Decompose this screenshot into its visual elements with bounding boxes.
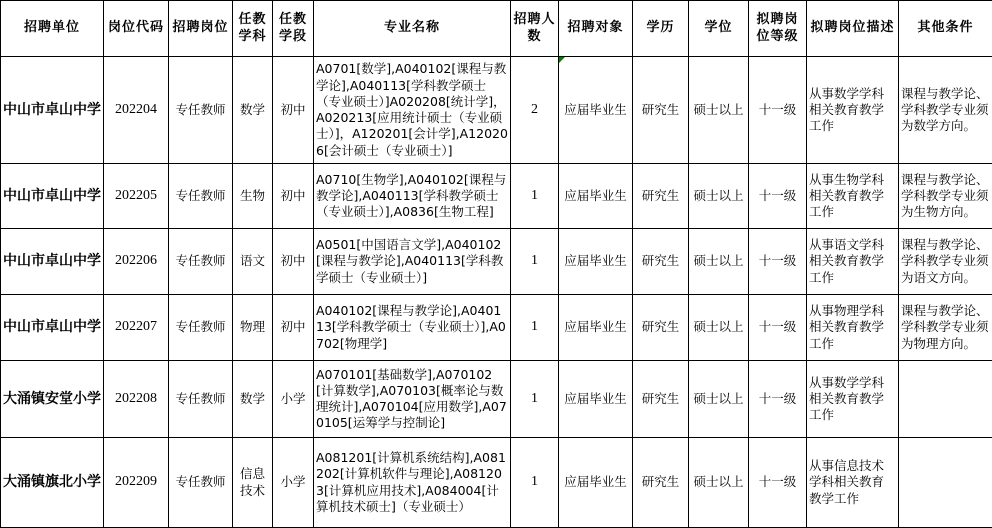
cell-target [559,164,633,229]
cell-text: 硕士以上 [693,474,744,490]
cell-degree [689,164,749,229]
cell-text: 中山市卓山中学 [3,253,101,270]
column-header-subject [233,1,273,57]
cell-other [899,295,992,361]
column-header-major [314,1,511,57]
cell-count [511,57,559,164]
header-label: 招聘岗位 [172,20,229,36]
cell-text: 2 [531,101,538,117]
header-label: 拟聘岗位等级 [756,11,799,44]
cell-post [169,361,233,438]
cell-text: 从事数学学科相关教育教学工作 [809,85,885,134]
cell-grade [749,295,807,361]
cell-text: 202206 [115,253,157,269]
cell-other [899,229,992,295]
cell-text: 从事信息技术学科相关教育教学工作 [809,458,885,506]
cell-text: 202204 [115,101,157,117]
cell-other [899,361,992,438]
cell-text: 研究生 [641,253,680,269]
header-label: 学位 [704,20,733,36]
cell-text: 课程与教学论、学科教学专业须为物理方向。 [901,303,989,351]
cell-text: 应届毕业生 [564,253,627,269]
cell-text: 1 [531,187,538,203]
cell-text: 专任教师 [175,474,226,490]
cell-text: 从事数学学科相关教育教学工作 [809,374,885,423]
cell-text: 专任教师 [175,187,226,203]
cell-text: 202205 [115,187,157,203]
cell-grade [749,164,807,229]
cell-grade [749,361,807,438]
cell-text: A0710[生物学],A040102[课程与教学论],A040113[学科教学硕士（专业硕士）],A0836[生物工程] [316,171,507,220]
column-header-level [273,1,314,57]
cell-text: 1 [531,319,538,335]
header-label: 任教学段 [278,11,307,44]
cell-text: 专任教师 [175,101,226,117]
cell-text: 生物 [239,187,265,203]
table-header [1,1,992,57]
cell-duty [807,361,899,438]
cell-major [314,361,511,438]
cell-text: 从事语文学科相关教育教学工作 [809,237,885,285]
cell-grade [749,229,807,295]
cell-target [559,361,633,438]
cell-target [559,229,633,295]
cell-text: 专任教师 [175,253,226,269]
table-row [1,361,992,438]
header-label: 招聘单位 [23,20,80,36]
cell-text: A0701[数学],A040102[课程与教学论],A040113[学科教学硕士（专业硕士）]A020208[统计学]，A020213[应用统计硕士（专业硕士）]，A120201[会计学],A120206[会计硕士（专业硕士）] [316,61,508,158]
cell-code [104,164,169,229]
column-header-code [104,1,169,57]
header-label: 岗位代码 [107,20,164,36]
cell-text: 十一级 [758,187,797,203]
cell-major [314,57,511,164]
cell-count [511,229,559,295]
cell-text: 十一级 [758,474,797,490]
cell-duty [807,57,899,164]
cell-text: 硕士以上 [693,390,744,406]
cell-degree [689,57,749,164]
cell-text: 应届毕业生 [564,474,627,490]
cell-level [273,229,314,295]
cell-text: 课程与教学论、学科教学专业须为数学方向。 [901,85,989,134]
column-header-target [559,1,633,57]
cell-education [633,164,689,229]
cell-text: 研究生 [641,474,680,490]
table-row [1,438,992,528]
cell-text: 应届毕业生 [564,101,627,117]
cell-subject [233,229,273,295]
cell-level [273,438,314,528]
cell-education [633,361,689,438]
cell-text: 中山市卓山中学 [3,319,101,336]
cell-count [511,438,559,528]
cell-degree [689,229,749,295]
cell-other [899,164,992,229]
cell-duty [807,438,899,528]
cell-text: 数学 [239,390,265,406]
cell-text: 研究生 [641,319,680,335]
cell-target [559,438,633,528]
column-header-degree [689,1,749,57]
table-row [1,229,992,295]
cell-text: A081201[计算机系统结构],A081202[计算机软件与理论],A081203[计算机应用技术],A084004[计算机技术硕士]（专业硕士） [316,450,506,514]
cell-subject [233,57,273,164]
cell-target [559,295,633,361]
cell-text: 202209 [115,474,157,490]
header-label: 任教学科 [238,11,267,44]
header-label: 专业名称 [383,20,440,36]
cell-text: 专任教师 [175,390,226,406]
cell-code [104,57,169,164]
cell-text: 小学 [280,390,306,406]
cell-text: 语文 [239,253,265,269]
cell-unit [1,361,104,438]
cell-post [169,438,233,528]
cell-text: 信息技术 [239,466,265,498]
cell-text: 中山市卓山中学 [3,187,101,204]
cell-major [314,438,511,528]
cell-education [633,229,689,295]
cell-post [169,229,233,295]
cell-text: 1 [531,474,538,490]
cell-note-indicator-icon [559,57,565,63]
cell-code [104,295,169,361]
cell-text: 202208 [115,390,157,406]
cell-degree [689,361,749,438]
cell-text: 应届毕业生 [564,319,627,335]
cell-code [104,229,169,295]
table-row [1,164,992,229]
header-row [1,1,992,57]
column-header-grade [749,1,807,57]
cell-code [104,438,169,528]
cell-text: A0501[中国语言文学],A040102[课程与教学论],A040113[学科教学硕士（专业硕士）] [316,237,504,285]
cell-level [273,57,314,164]
cell-text: 1 [531,390,538,406]
cell-duty [807,295,899,361]
cell-text: 十一级 [758,319,797,335]
cell-text: 中山市卓山中学 [3,101,101,118]
cell-text: 十一级 [758,253,797,269]
cell-text: 物理 [239,319,265,335]
cell-count [511,361,559,438]
cell-text: 硕士以上 [693,319,744,335]
cell-text: 专任教师 [175,319,226,335]
cell-text: 大涌镇旗北小学 [3,474,101,491]
cell-degree [689,295,749,361]
cell-subject [233,438,273,528]
cell-education [633,57,689,164]
cell-text: 课程与教学论、学科教学专业须为语文方向。 [901,237,989,285]
cell-unit [1,164,104,229]
cell-text: A040102[课程与教学论],A040113[学科教学硕士（专业硕士）],A0702[物理学] [316,303,506,351]
cell-level [273,164,314,229]
cell-text: 硕士以上 [693,187,744,203]
cell-other [899,438,992,528]
cell-text: 应届毕业生 [564,187,627,203]
cell-text: 1 [531,253,538,269]
cell-subject [233,295,273,361]
cell-unit [1,295,104,361]
header-label: 招聘对象 [567,20,624,36]
cell-text: 应届毕业生 [564,390,627,406]
cell-grade [749,57,807,164]
cell-duty [807,229,899,295]
table-row [1,295,992,361]
cell-post [169,164,233,229]
cell-major [314,295,511,361]
cell-level [273,295,314,361]
column-header-education [633,1,689,57]
cell-text: 研究生 [641,390,680,406]
cell-subject [233,361,273,438]
column-header-unit [1,1,104,57]
cell-post [169,295,233,361]
column-header-duty [807,1,899,57]
cell-text: 从事物理学科相关教育教学工作 [809,303,885,351]
cell-major [314,229,511,295]
cell-text: 小学 [280,474,306,490]
cell-major [314,164,511,229]
cell-text: 初中 [280,187,306,203]
cell-unit [1,438,104,528]
cell-level [273,361,314,438]
cell-text: 十一级 [758,390,797,406]
cell-other [899,57,992,164]
cell-target [559,57,633,164]
cell-text: 初中 [280,253,306,269]
cell-degree [689,438,749,528]
cell-text: 202207 [115,319,157,335]
header-label: 招聘人数 [513,11,556,44]
cell-text: 研究生 [641,101,680,117]
cell-text: 研究生 [641,187,680,203]
cell-grade [749,438,807,528]
cell-subject [233,164,273,229]
header-label: 学历 [646,20,675,36]
column-header-count [511,1,559,57]
cell-unit [1,57,104,164]
cell-text: 大涌镇安堂小学 [3,390,101,407]
cell-duty [807,164,899,229]
cell-unit [1,229,104,295]
cell-text: 十一级 [758,101,797,117]
header-label: 其他条件 [917,20,974,36]
cell-text: A070101[基础数学],A070102[计算数学],A070103[概率论与数理统计],A070104[应用数学],A070105[运筹学与控制论] [316,366,507,431]
cell-education [633,295,689,361]
cell-count [511,295,559,361]
cell-count [511,164,559,229]
cell-education [633,438,689,528]
cell-text: 硕士以上 [693,101,744,117]
cell-text: 课程与教学论、学科教学专业须为生物方向。 [901,171,989,220]
cell-text: 从事生物学科相关教育教学工作 [809,171,885,220]
table-row [1,57,992,164]
cell-text: 初中 [280,319,306,335]
cell-text: 数学 [239,101,265,117]
column-header-other [899,1,992,57]
cell-code [104,361,169,438]
table-body [1,57,992,528]
cell-text: 初中 [280,101,306,117]
header-label: 拟聘岗位描述 [810,20,895,36]
cell-text: 硕士以上 [693,253,744,269]
column-header-post [169,1,233,57]
cell-post [169,57,233,164]
